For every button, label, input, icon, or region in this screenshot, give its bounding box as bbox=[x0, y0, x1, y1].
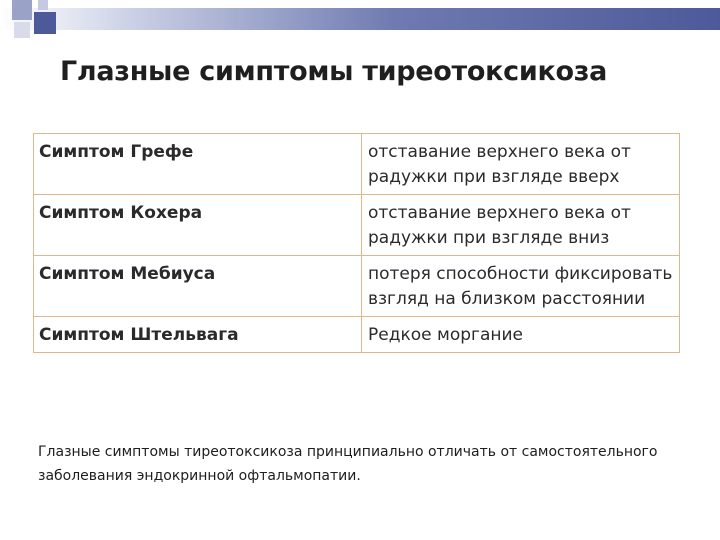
symptoms-table bbox=[33, 133, 680, 353]
header-decor-bar bbox=[0, 8, 720, 30]
slide-title: Глазные симптомы тиреотоксикоза bbox=[60, 56, 608, 87]
symptom-description: потеря способности фиксировать взгляд на близком расстоянии bbox=[362, 256, 680, 317]
table-row bbox=[34, 134, 680, 195]
symptom-description: отставание верхнего века от радужки при взгляде вверх bbox=[362, 134, 680, 195]
table-row bbox=[34, 256, 680, 317]
symptom-description: отставание верхнего века от радужки при взгляде вниз bbox=[362, 195, 680, 256]
table-row bbox=[34, 317, 680, 353]
decor-square bbox=[34, 12, 56, 34]
symptom-description: Редкое моргание bbox=[362, 317, 680, 353]
decor-square bbox=[14, 22, 30, 38]
table-row bbox=[34, 195, 680, 256]
symptom-name: Симптом Штельвага bbox=[34, 317, 362, 353]
decor-square bbox=[38, 0, 48, 10]
symptom-name: Симптом Мебиуса bbox=[34, 256, 362, 317]
symptom-name: Симптом Грефе bbox=[34, 134, 362, 195]
decor-square bbox=[12, 0, 32, 20]
symptom-name: Симптом Кохера bbox=[34, 195, 362, 256]
footnote-text: Глазные симптомы тиреотоксикоза принципиально отличать от самостоятельного заболевания эндокринной офтальмопатии. bbox=[38, 444, 658, 484]
